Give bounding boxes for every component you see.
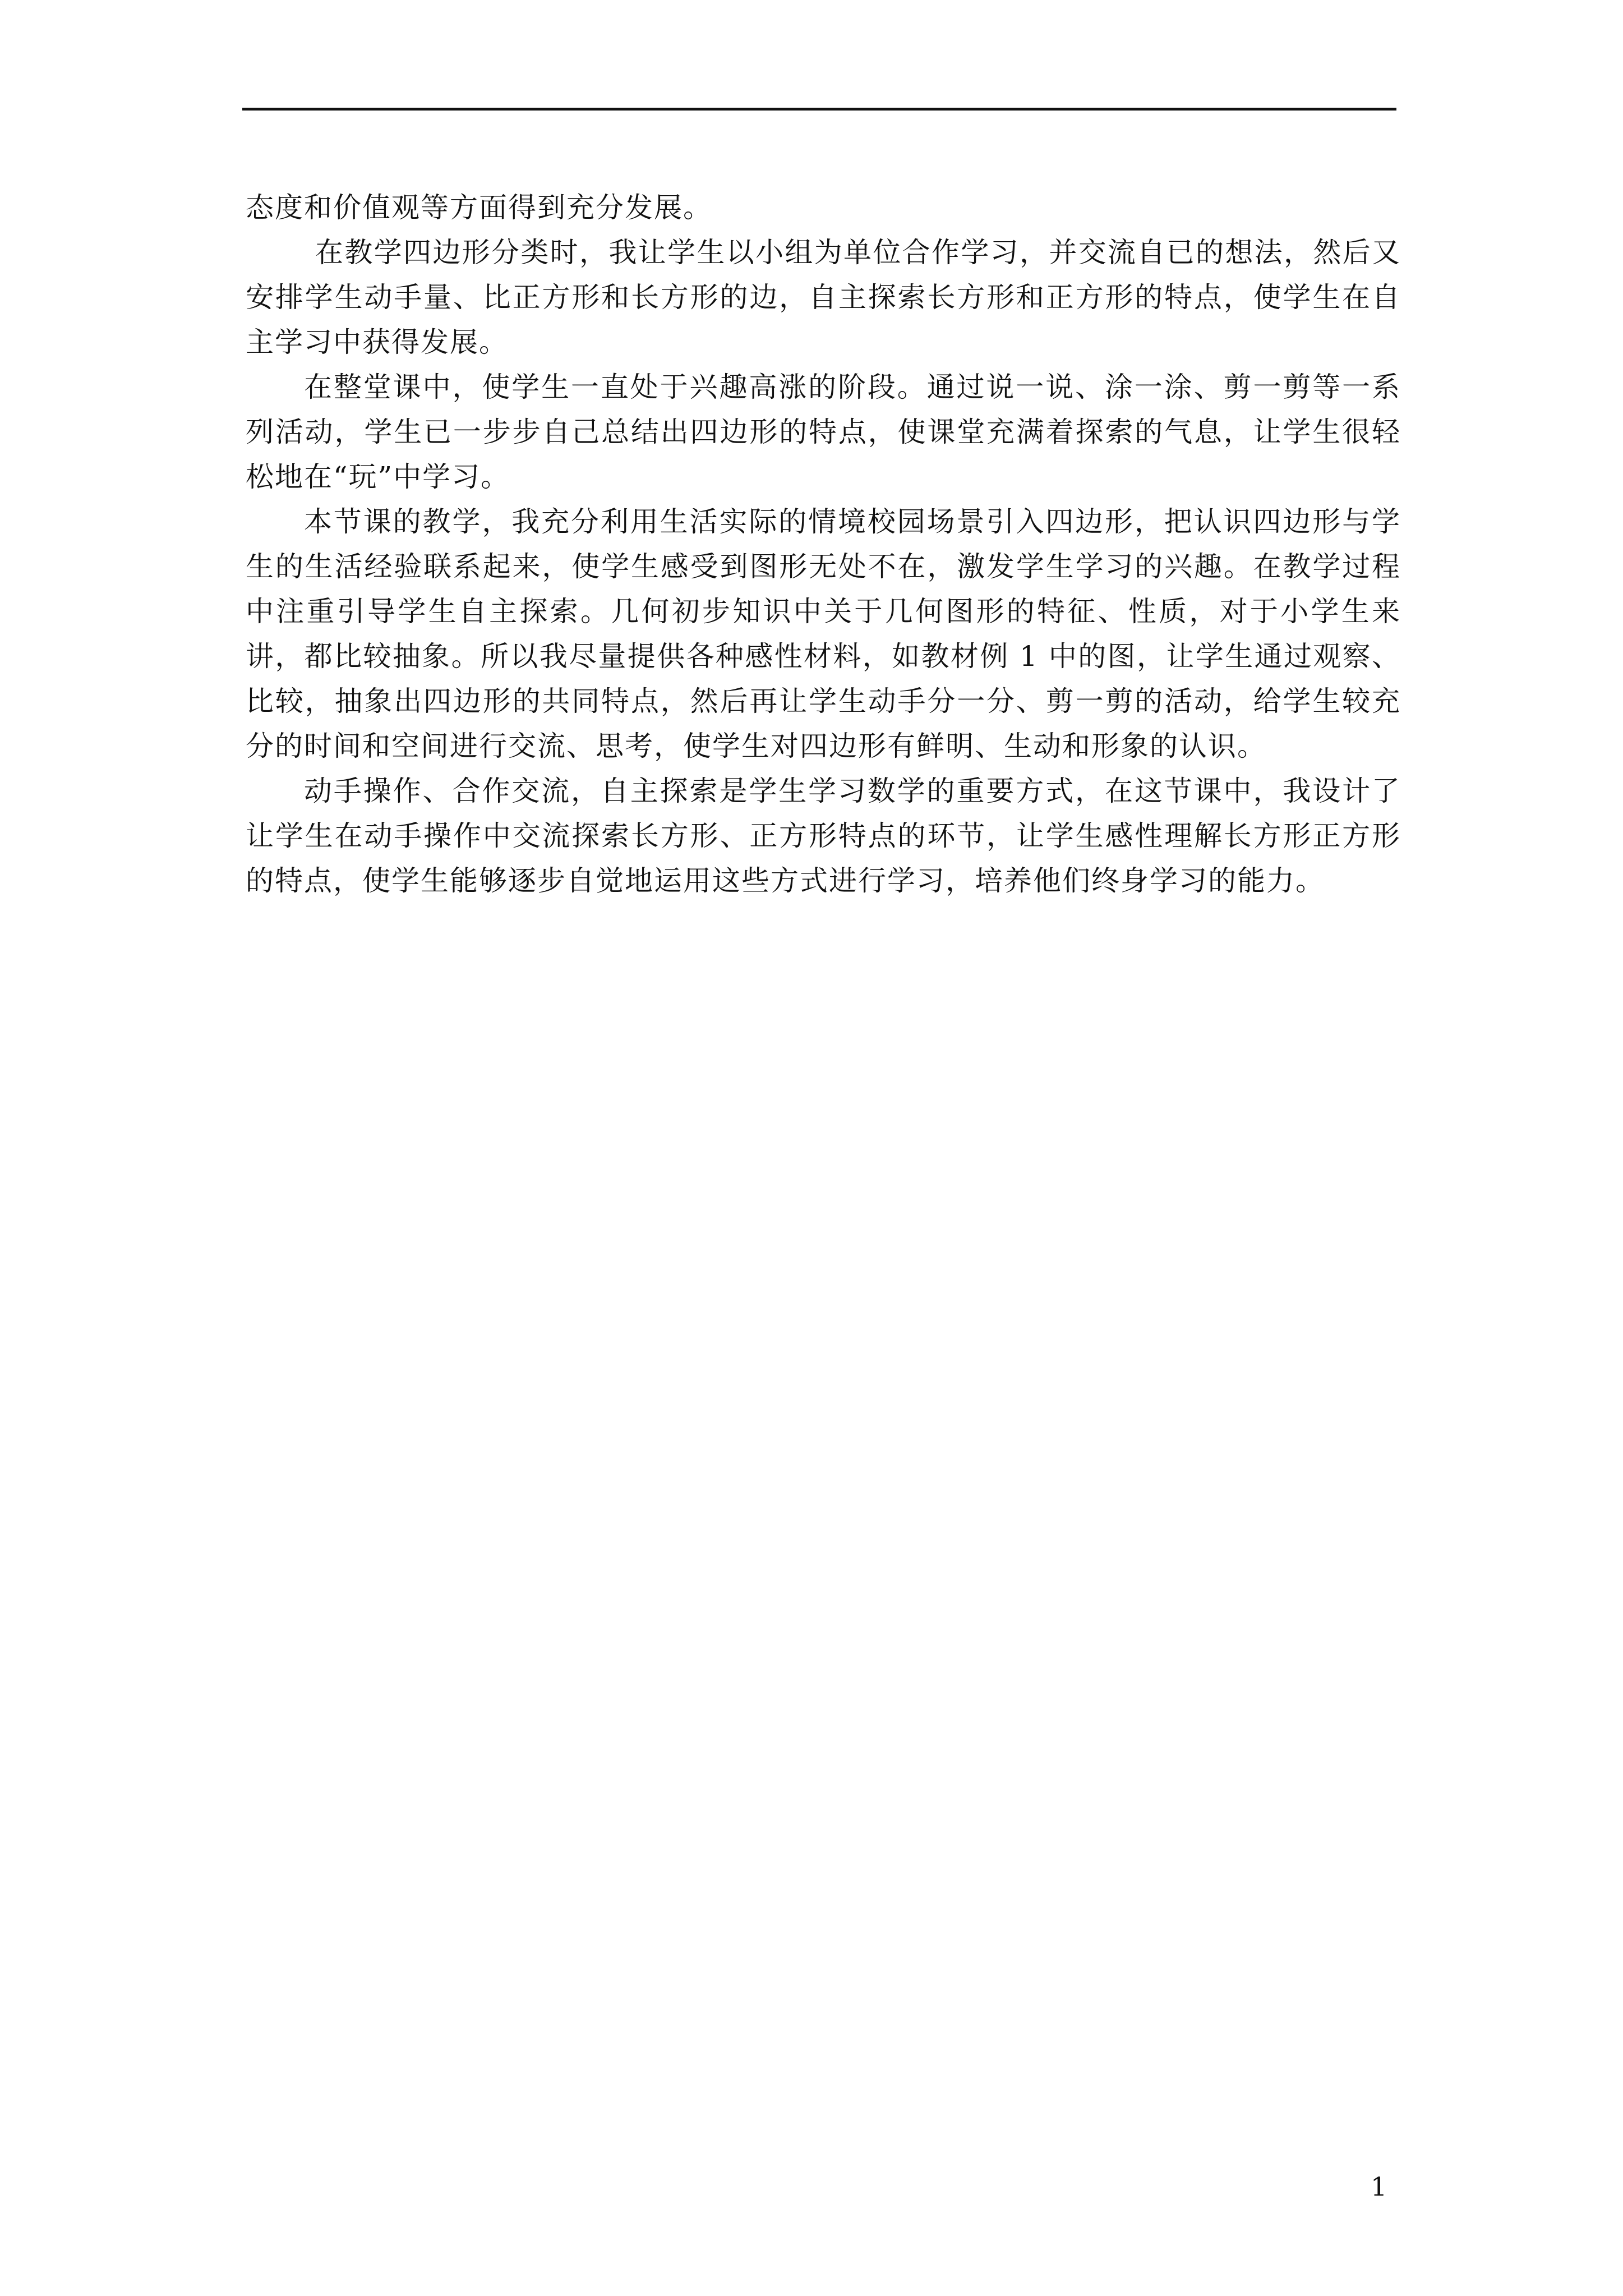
paragraph-grouping: 在教学四边形分类时，我让学生以小组为单位合作学习，并交流自已的想法，然后又安排学生动手量、比正方形和长方形的边，自主探索长方形和正方形的特点，使学生在自主学习中获得发展。: [246, 236, 1401, 358]
paragraph-hands-on: 动手操作、合作交流，自主探索是学生学习数学的重要方式，在这节课中，我设计了让学生在动手操作中交流探索长方形、正方形特点的环节，让学生感性理解长方形正方形的特点，使学生能够逐步自觉地运用这些方式进行学习，培养他们终身学习的能力。: [246, 775, 1401, 897]
header-rule: [242, 108, 1396, 111]
paragraph-teaching: 本节课的教学，我充分利用生活实际的情境校园场景引入四边形，把认识四边形与学生的生活经验联系起来，使学生感受到图形无处不在，激发学生学习的兴趣。在教学过程中注重引导学生自主探索。几何初步知识中关于几何图形的特征、性质，对于小学生来讲，都比较抽象。所以我尽量提供各种感性材料，如教材例 1 中的图，让学生通过观察、比较，抽象出四边形的共同特点，然后再让学生动手分一分、剪一剪的活动，给学生较充分的时间和空间进行交流、思考，使学生对四边形有鲜明、生动和形象的认识。: [246, 505, 1401, 762]
paragraph-interest: 在整堂课中，使学生一直处于兴趣高涨的阶段。通过说一说、涂一涂、剪一剪等一系列活动，学生已一步步自己总结出四边形的特点，使课堂充满着探索的气息，让学生很轻松地在“玩”中学习。: [246, 371, 1401, 493]
document-body: [246, 185, 1401, 903]
page-number: 1: [1371, 2171, 1387, 2202]
paragraph-continuation: 态度和价值观等方面得到充分发展。: [246, 191, 712, 224]
